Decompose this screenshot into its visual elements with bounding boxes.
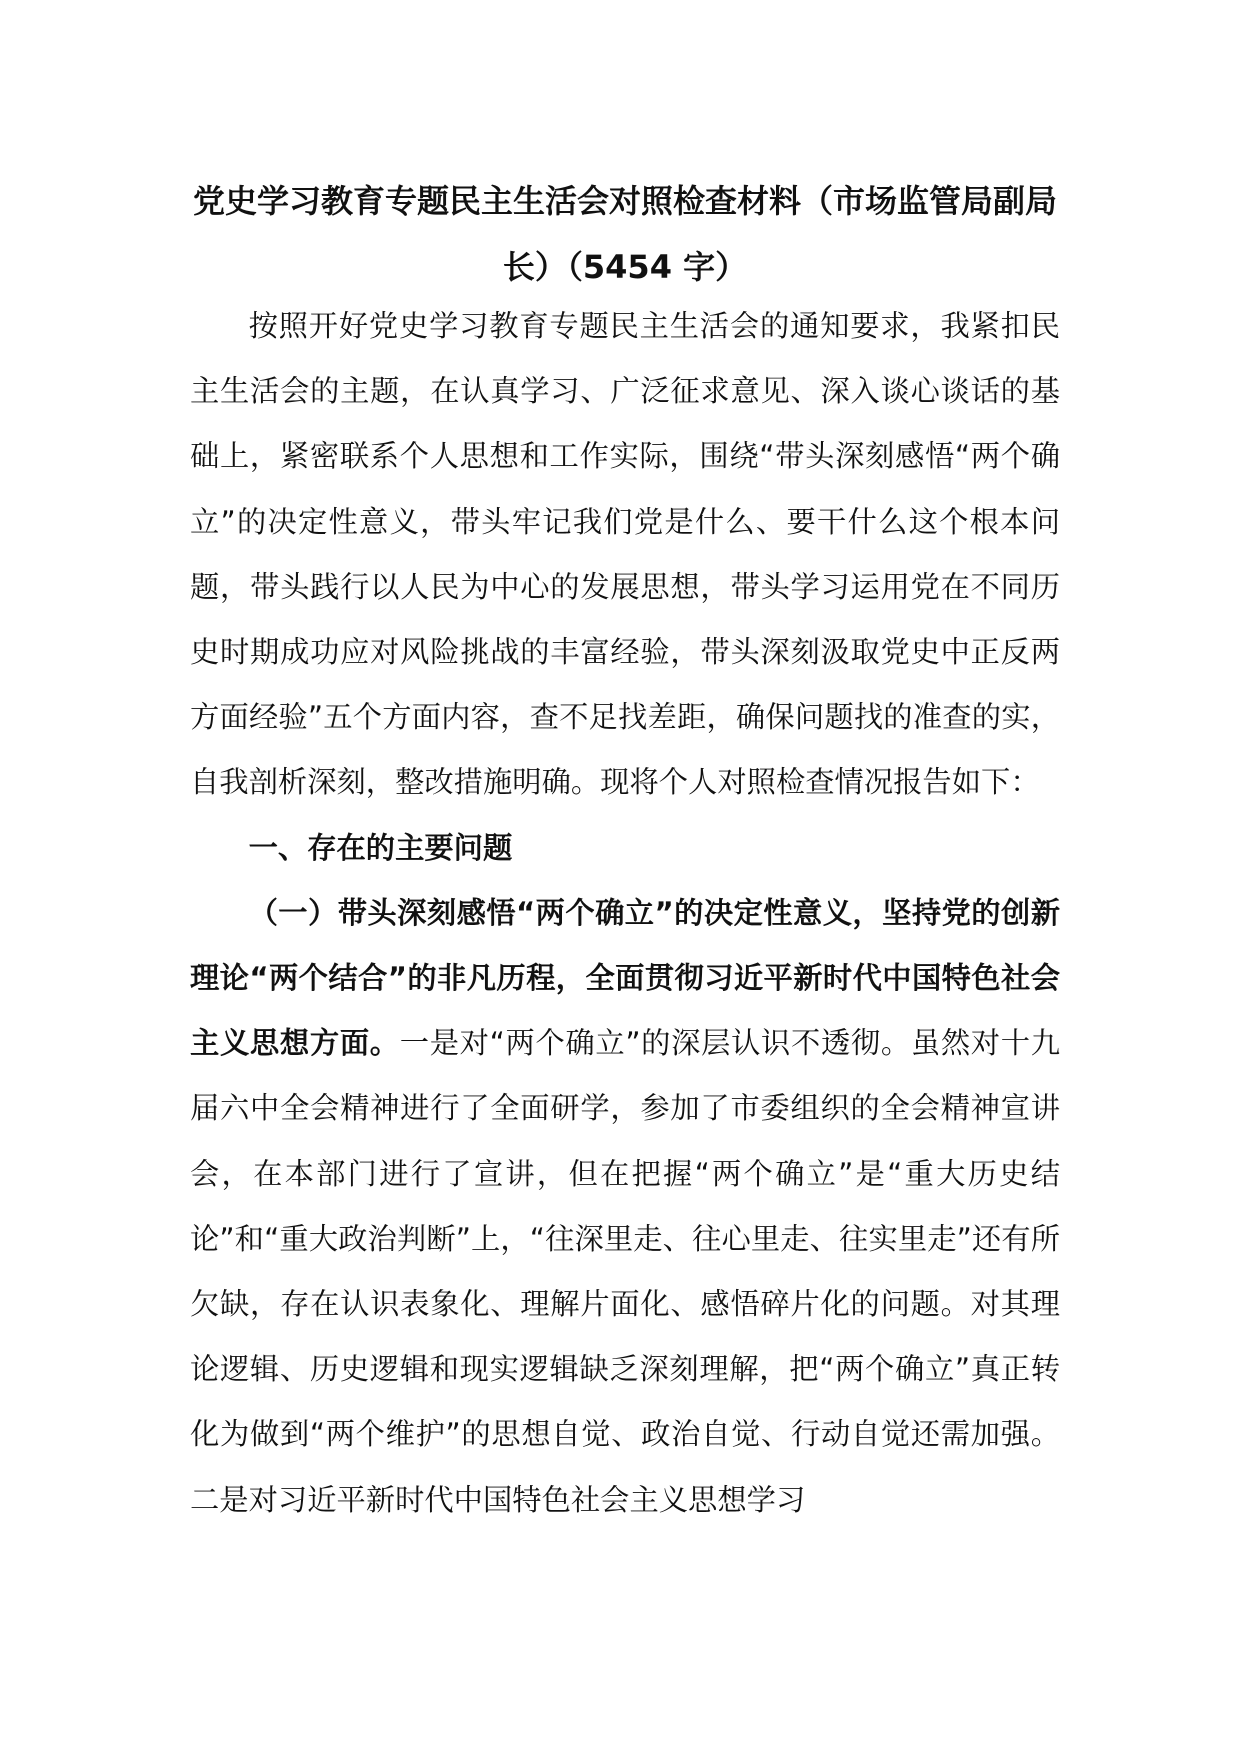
document-title: 党史学习教育专题民主生活会对照检查材料（市场监管局副局长）（5454 字） (192, 182, 1057, 286)
section-item-text: 一是对“两个确立”的深层认识不透彻。虽然对十九届六中全会精神进行了全面研学，参加了市委组织的全会精神宣讲会，在本部门进行了宣讲，但在把握“两个确立”是“重大历史结论”和“重大政治判断”上，“往深里走、往心里走、往实里走”还有所欠缺，存在认识表象化、理解片面化、感悟碎片化的问题。对其理论逻辑、历史逻辑和现实逻辑缺乏深刻理解，把“两个确立”真正转化为做到“两个维护”的思想自觉、政治自觉、行动自觉还需加强。二是对习近平新时代中国特色社会主义思想学习 (190, 1026, 1061, 1517)
section-heading: 一、存在的主要问题 (248, 830, 513, 865)
section-item-lead: （一）带头深刻感悟“两个确立”的决定性意义，坚持党的创新理论“两个结合”的非凡历程，全面贯彻习近平新时代中国特色社会主义思想方面。 (190, 895, 1060, 1061)
section-item-paragraph (190, 881, 1060, 1533)
intro-paragraph: 按照开好党史学习教育专题民主生活会的通知要求，我紧扣民主生活会的主题，在认真学习、广泛征求意见、深入谈心谈话的基础上，紧密联系个人思想和工作实际，围绕“带头深刻感悟“两个确立”的决定性意义，带头牢记我们党是什么、要干什么这个根本问题，带头践行以人民为中心的发展思想，带头学习运用党在不同历史时期成功应对风险挑战的丰富经验，带头深刻汲取党史中正反两方面经验”五个方面内容，查不足找差距，确保问题找的准查的实，自我剖析深刻，整改措施明确。现将个人对照检查情况报告如下： (190, 309, 1060, 800)
document-body (190, 294, 1060, 1533)
